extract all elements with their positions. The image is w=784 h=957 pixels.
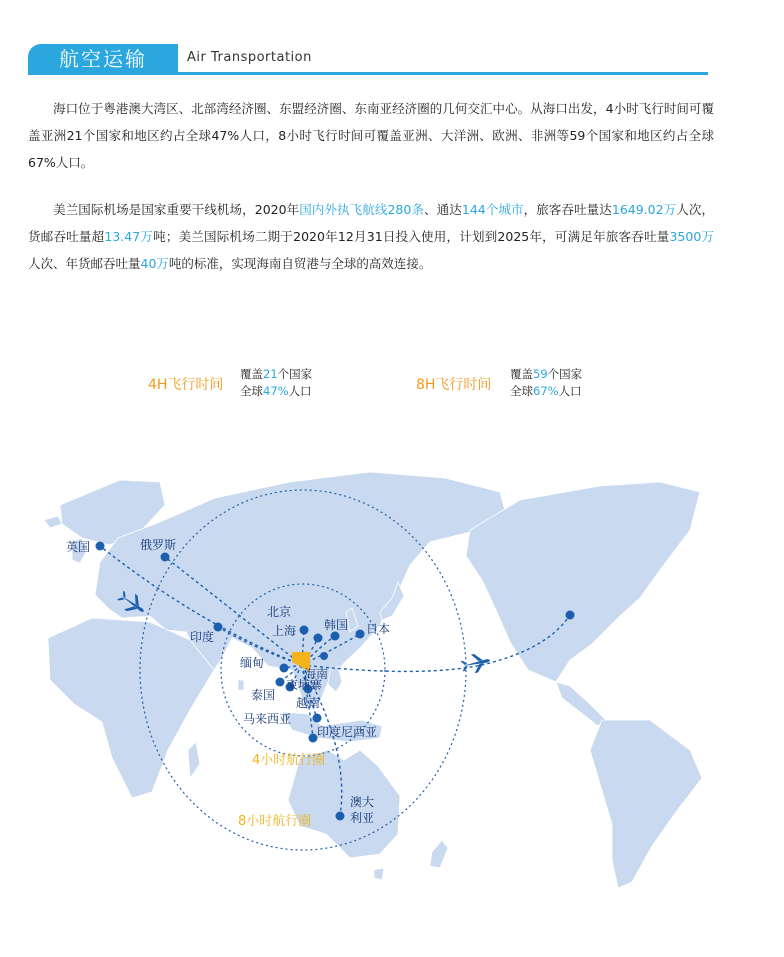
land-iceland xyxy=(44,516,62,528)
dot-hub-east xyxy=(320,652,328,660)
highlight-passengers: 1649.02万 xyxy=(611,202,677,217)
dot-malaysia xyxy=(313,714,322,723)
legend-4h-stats xyxy=(240,366,312,400)
dot-shanghai xyxy=(314,634,323,643)
land-srilanka xyxy=(238,680,244,690)
highlight-cargo: 13.47万 xyxy=(104,229,154,244)
dot-thailand xyxy=(276,678,285,687)
section-title-en: Air Transportation xyxy=(187,50,312,65)
world-route-map xyxy=(0,420,784,900)
legend-4h-countries: 21 xyxy=(263,367,278,381)
land-new-zealand xyxy=(430,840,448,868)
dot-india xyxy=(214,623,223,632)
landmass-layer xyxy=(44,472,702,888)
land-madagascar xyxy=(188,742,200,778)
label-ring-4h: 4小时航行圈 xyxy=(252,753,326,768)
land-south-america xyxy=(590,720,702,888)
dot-korea xyxy=(331,632,340,641)
label-russia: 俄罗斯 xyxy=(140,538,177,552)
paragraph-airport xyxy=(28,196,714,277)
label-japan: 日本 xyxy=(366,622,391,636)
paragraph-location-text: 海口位于粤港澳大湾区、北部湾经济圈、东盟经济圈、东南亚经济圈的几何交汇中心。从海口出发，4小时飞行时间可覆盖亚洲21个国家和地区约占全球47%人口，8小时飞行时间可覆盖亚洲、大洋洲、欧洲、非洲等59个国家和地区约占全球67%人口。 xyxy=(28,101,714,170)
land-central-america xyxy=(556,682,606,726)
text-run: 美兰国际机场是国家重要干线机场，2020年 xyxy=(53,202,300,217)
land-philippines xyxy=(328,666,342,692)
label-beijing: 北京 xyxy=(267,605,292,619)
label-myanmar: 缅甸 xyxy=(240,656,265,670)
label-thailand: 泰国 xyxy=(251,688,276,702)
plane-icon xyxy=(460,651,492,675)
dot-beijing xyxy=(300,626,309,635)
legend-text: 人口 xyxy=(558,384,582,398)
land-tasmania xyxy=(374,868,384,880)
text-run: ，旅客吞吐量达 xyxy=(523,202,612,217)
label-australia-1: 澳大 xyxy=(350,795,375,809)
legend-text: 个国家 xyxy=(277,367,313,381)
paragraph-location xyxy=(28,95,714,176)
label-indonesia: 印度尼西亚 xyxy=(317,725,378,739)
legend-8h-title: 8H飞行时间 xyxy=(416,377,492,393)
label-shanghai: 上海 xyxy=(272,624,297,638)
label-australia-2: 利亚 xyxy=(350,811,375,825)
legend-text: 个国家 xyxy=(547,367,583,381)
dot-uk xyxy=(96,542,105,551)
text-run: 人次、年货邮吞吐量 xyxy=(28,256,141,271)
label-uk: 英国 xyxy=(66,540,91,554)
text-run: 、通达 xyxy=(424,202,462,217)
legend-8h-population: 67% xyxy=(533,384,559,398)
text-run: 吨；美兰国际机场二期于2020年12月31日投入使用，计划到2025年，可满足年旅客吞吐量 xyxy=(153,229,670,244)
land-north-america xyxy=(466,482,700,682)
legend-text: 人口 xyxy=(288,384,312,398)
label-malaysia: 马来西亚 xyxy=(243,712,292,726)
text-run: 吨的标准，实现海南自贸港与全球的高效连接。 xyxy=(168,256,432,271)
label-ring-8h: 8小时航行圈 xyxy=(238,814,312,829)
section-title-cn: 航空运输 xyxy=(28,44,178,74)
highlight-passenger-target: 3500万 xyxy=(669,229,715,244)
legend-text: 覆盖 xyxy=(240,367,263,381)
legend-8h-stats xyxy=(510,366,582,400)
dot-australia xyxy=(336,812,345,821)
legend-4h-title: 4H飞行时间 xyxy=(148,377,224,393)
label-hub: 海南 xyxy=(304,667,329,681)
dot-myanmar xyxy=(280,664,289,673)
legend-text: 全球 xyxy=(240,384,263,398)
label-korea: 韩国 xyxy=(324,618,349,632)
highlight-cargo-target: 40万 xyxy=(140,256,169,271)
legend-8h-countries: 59 xyxy=(533,367,548,381)
legend-text: 覆盖 xyxy=(510,367,533,381)
text-run: 人次，货邮吞吐量超 xyxy=(28,202,714,244)
legend-4h-population: 47% xyxy=(263,384,289,398)
highlight-cities: 144个城市 xyxy=(461,202,524,217)
label-cambodia: 柬埔寨 xyxy=(286,678,323,692)
dot-japan xyxy=(356,630,365,639)
dot-russia xyxy=(161,553,170,562)
legend-text: 全球 xyxy=(510,384,533,398)
highlight-routes: 国内外执飞航线280条 xyxy=(299,202,425,217)
dot-usa xyxy=(566,611,575,620)
label-india: 印度 xyxy=(190,630,215,644)
label-vietnam: 越南 xyxy=(296,696,321,710)
